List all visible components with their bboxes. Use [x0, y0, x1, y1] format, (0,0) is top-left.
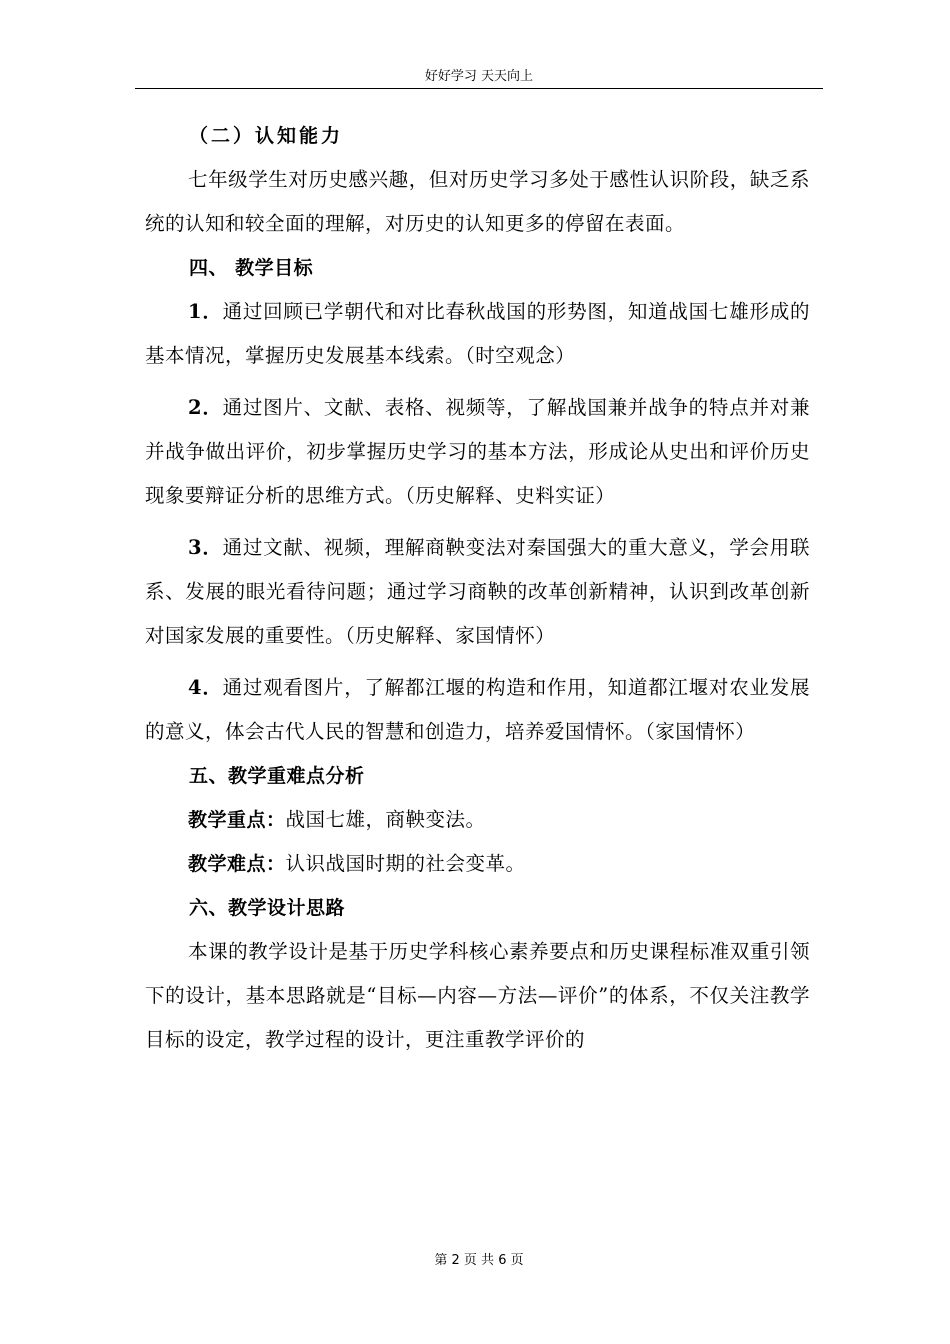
section-key-points-title: 五、教学重难点分析	[189, 765, 365, 787]
page-header: 好好学习 天天向上	[424, 69, 534, 84]
key-difficulty-text: 认识战国时期的社会变革。	[285, 852, 526, 875]
section-cognition-title: （二）认知能力	[189, 125, 344, 147]
goal-text: 通过回顾已学朝代和对比春秋战国的形势图，知道战国七雄形成的基本情况，掌握历史发展基本线索。（时空观念）	[145, 300, 810, 367]
goal-item-2	[145, 386, 810, 518]
goal-number: 3．	[188, 536, 223, 559]
goal-item-3	[145, 526, 810, 658]
key-focus-text: 战国七雄，商鞅变法。	[285, 808, 486, 831]
key-difficulty-label: 教学难点：	[188, 853, 286, 875]
goal-item-1	[145, 290, 810, 378]
goal-text: 通过观看图片，了解都江堰的构造和作用，知道都江堰对农业发展的意义，体会古代人民的智慧和创造力，培养爱国情怀。（家国情怀）	[145, 676, 810, 743]
key-focus-label: 教学重点：	[188, 809, 286, 831]
goal-number: 4．	[188, 676, 223, 699]
section-design-title: 六、教学设计思路	[189, 897, 346, 919]
key-difficulty-line	[145, 842, 810, 886]
page-footer: 第 2 页 共 6 页	[434, 1253, 524, 1268]
goal-number: 1．	[188, 300, 223, 323]
goal-text: 通过文献、视频，理解商鞅变法对秦国强大的重大意义，学会用联系、发展的眼光看待问题；通过学习商鞅的改革创新精神，认识到改革创新对国家发展的重要性。（历史解释、家国情怀）	[145, 536, 810, 647]
key-focus-line	[145, 798, 810, 842]
section-design-text: 本课的教学设计是基于历史学科核心素养要点和历史课程标准双重引领下的设计，基本思路就是“目标—内容—方法—评价”的体系，不仅关注教学目标的设定，教学过程的设计，更注重教学评价的	[145, 940, 810, 1051]
document-body	[145, 114, 810, 1062]
section-cognition-text: 七年级学生对历史感兴趣，但对历史学习多处于感性认识阶段，缺乏系统的认知和较全面的理解，对历史的认知更多的停留在表面。	[145, 168, 810, 235]
goal-item-4	[145, 666, 810, 754]
section-goals-title: 四、 教学目标	[189, 257, 314, 279]
goal-number: 2．	[188, 396, 223, 419]
header-divider	[135, 88, 823, 89]
goal-text: 通过图片、文献、表格、视频等，了解战国兼并战争的特点并对兼并战争做出评价，初步掌握历史学习的基本方法，形成论从史出和评价历史现象要辩证分析的思维方式。（历史解释、史料实证）	[145, 396, 810, 507]
